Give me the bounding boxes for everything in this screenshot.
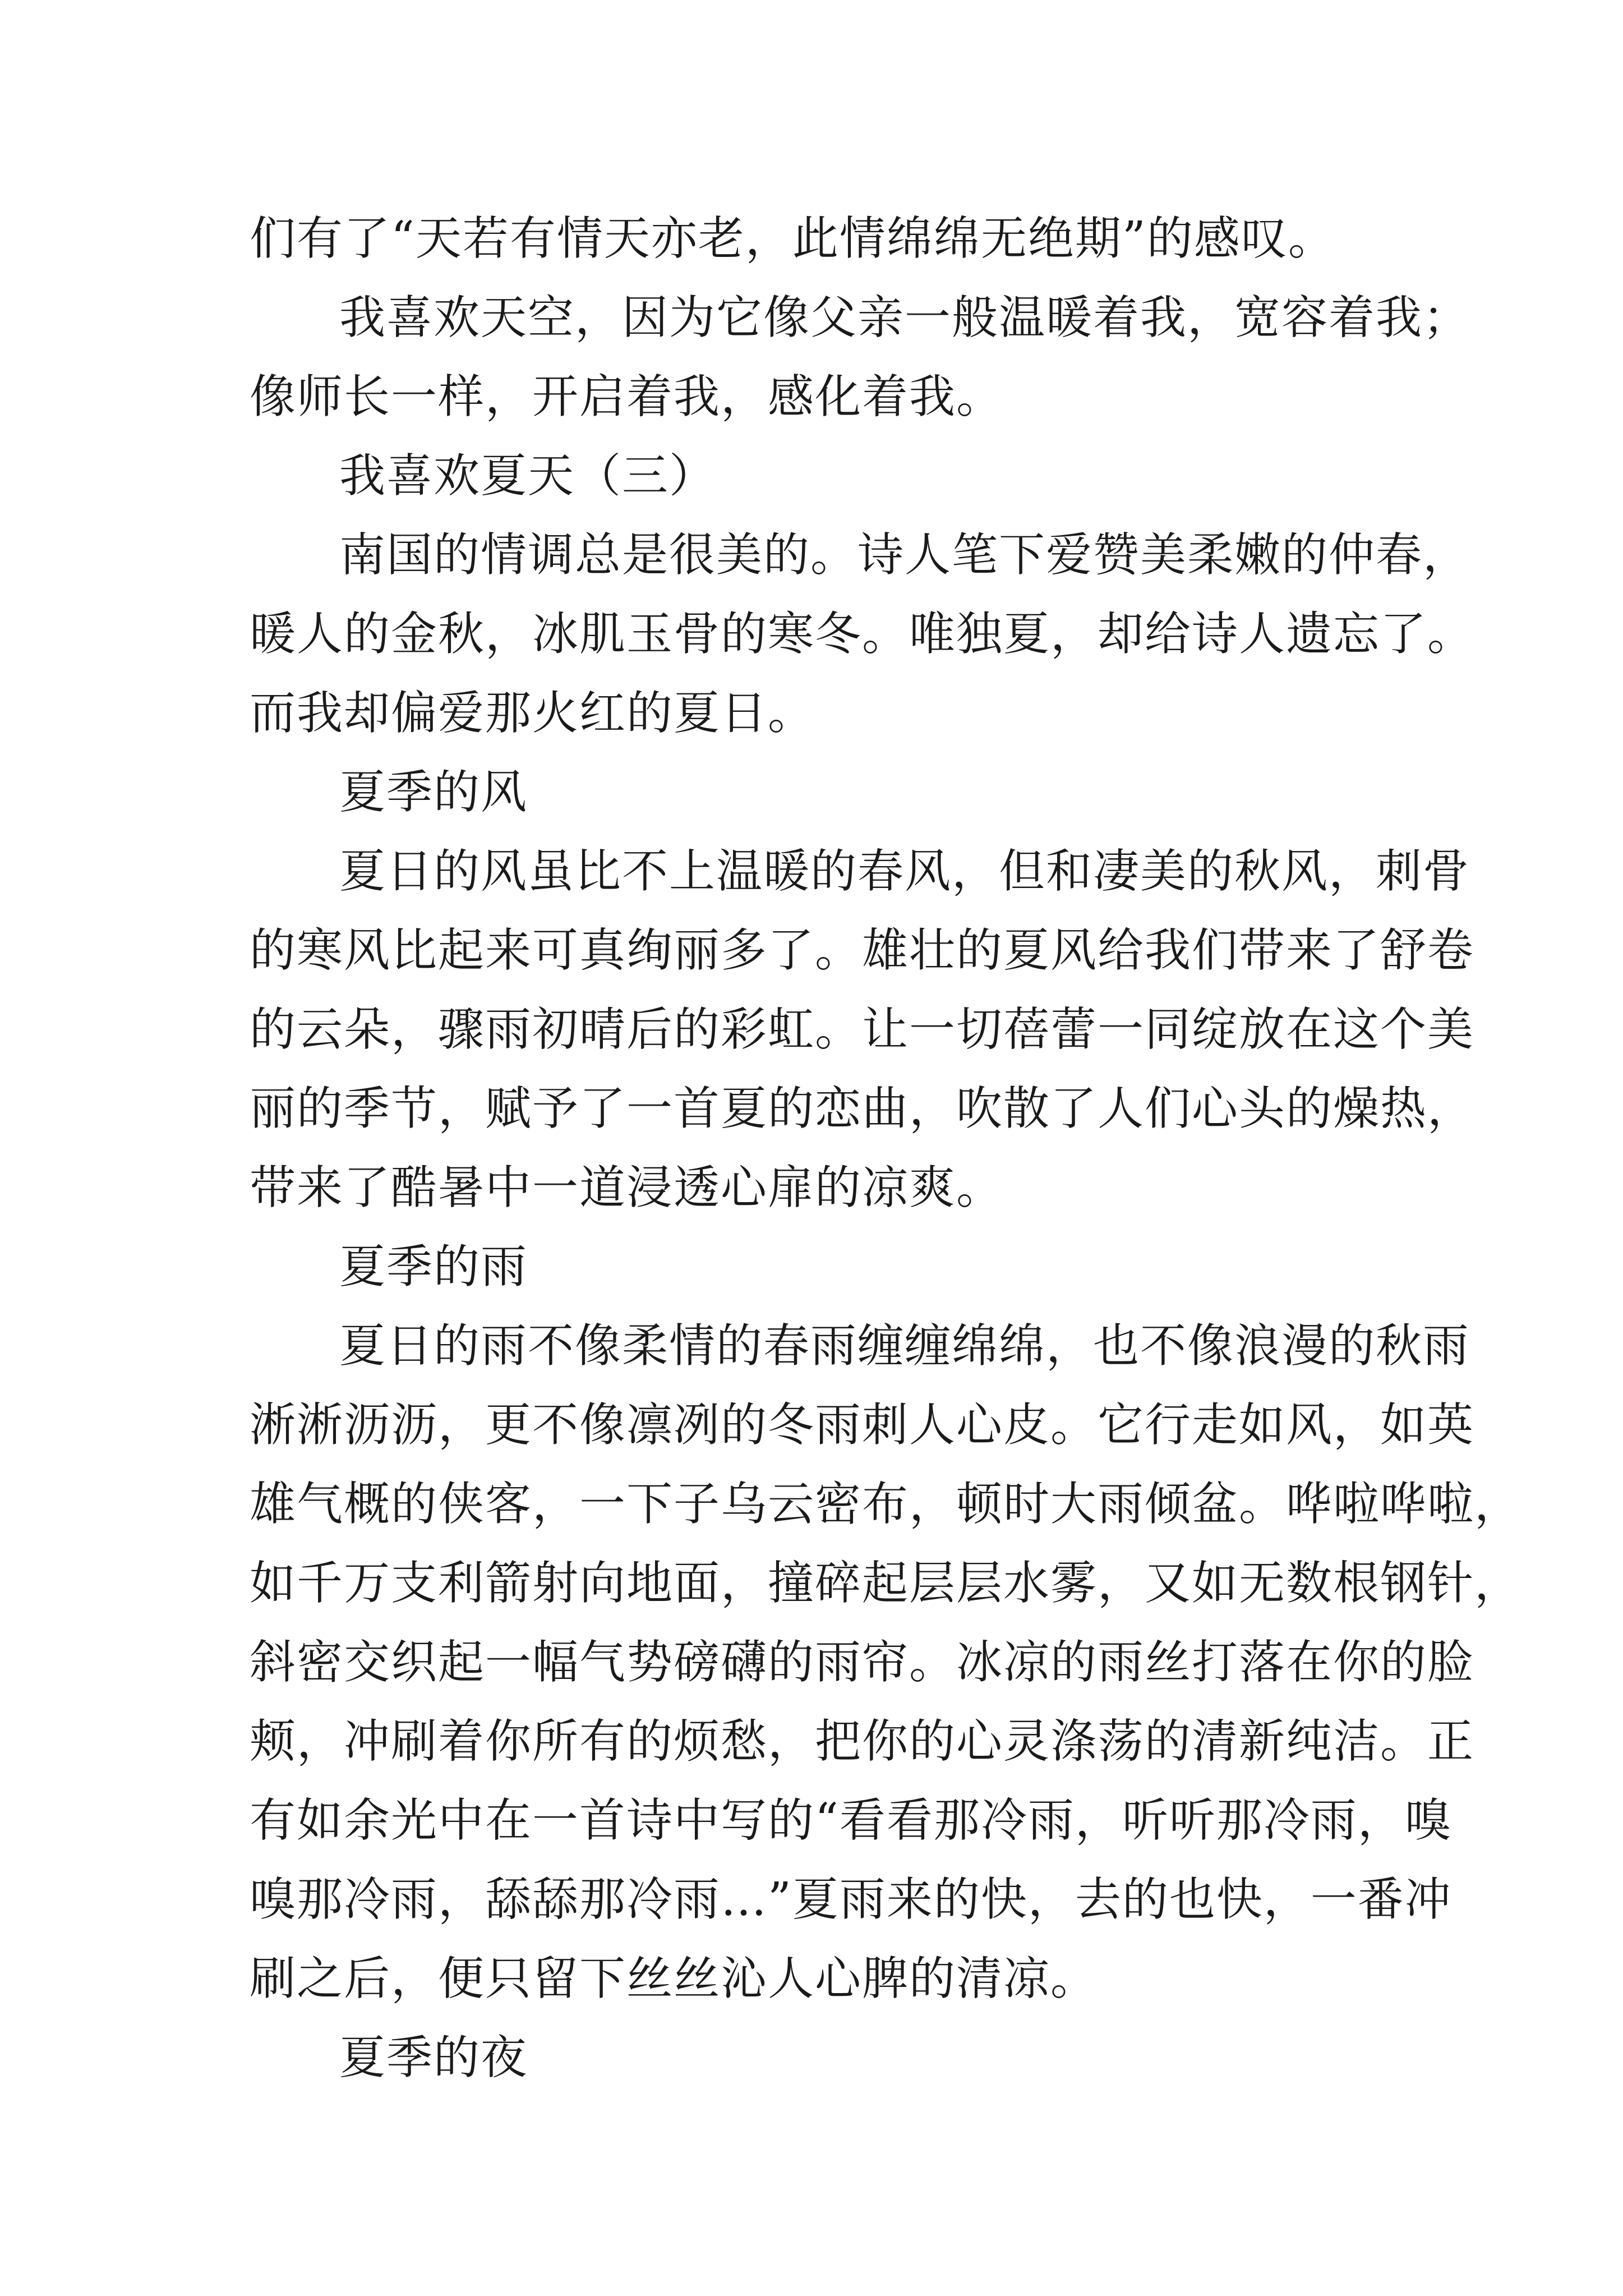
text-line: 的云朵，骤雨初晴后的彩虹。让一切蓓蕾一同绽放在这个美 [250,1003,1475,1056]
document-body [250,199,1522,2097]
text-line: 雄气概的侠客，一下子乌云密布，顿时大雨倾盆。哗啦哗啦， [250,1478,1522,1531]
text-line: 颊，冲刷着你所有的烦愁，把你的心灵涤荡的清新纯洁。正 [250,1715,1475,1768]
text-line: 斜密交织起一幅气势磅礴的雨帘。冰凉的雨丝打落在你的脸 [250,1636,1475,1689]
text-line: 刷之后，便只留下丝丝沁人心脾的清凉。 [250,1952,1098,2005]
section-heading: 夏季的风 [339,766,528,819]
text-line: 淅淅沥沥，更不像凛冽的冬雨刺人心皮。它行走如风，如英 [250,1398,1475,1452]
text-line: 嗅那冷雨，舔舔那冷雨…”夏雨来的快，去的也快，一番冲 [250,1873,1452,1926]
text-line: 像师长一样，开启着我，感化着我。 [250,370,1004,424]
text-line: 有如余光中在一首诗中写的“看看那冷雨，听听那冷雨，嗅 [250,1794,1452,1847]
text-line: 南国的情调总是很美的。诗人笔下爱赞美柔嫩的仲春， [339,528,1470,582]
text-line: 的寒风比起来可真绚丽多了。雄壮的夏风给我们带来了舒卷 [250,924,1475,977]
section-heading: 我喜欢夏天（三） [339,449,717,503]
text-line: 暖人的金秋，冰肌玉骨的寒冬。唯独夏，却给诗人遗忘了。 [250,608,1475,661]
text-line: 丽的季节，赋予了一首夏的恋曲，吹散了人们心头的燥热， [250,1082,1475,1135]
text-line: 如千万支利箭射向地面，撞碎起层层水雾，又如无数根钢针， [250,1557,1522,1610]
text-line: 夏日的风虽比不上温暖的春风，但和凄美的秋风，刺骨 [339,845,1470,898]
section-heading: 夏季的雨 [339,1240,528,1294]
section-heading: 夏季的夜 [339,2031,528,2085]
text-line: 夏日的雨不像柔情的春雨缠缠绵绵，也不像浪漫的秋雨 [339,1319,1470,1373]
text-line: 我喜欢天空，因为它像父亲一般温暖着我，宽容着我； [339,291,1470,344]
text-line: 们有了“天若有情天亦老，此情绵绵无绝期”的感叹。 [250,212,1335,265]
text-line: 带来了酷暑中一道浸透心扉的凉爽。 [250,1161,1004,1214]
text-line: 而我却偏爱那火红的夏日。 [250,687,815,740]
